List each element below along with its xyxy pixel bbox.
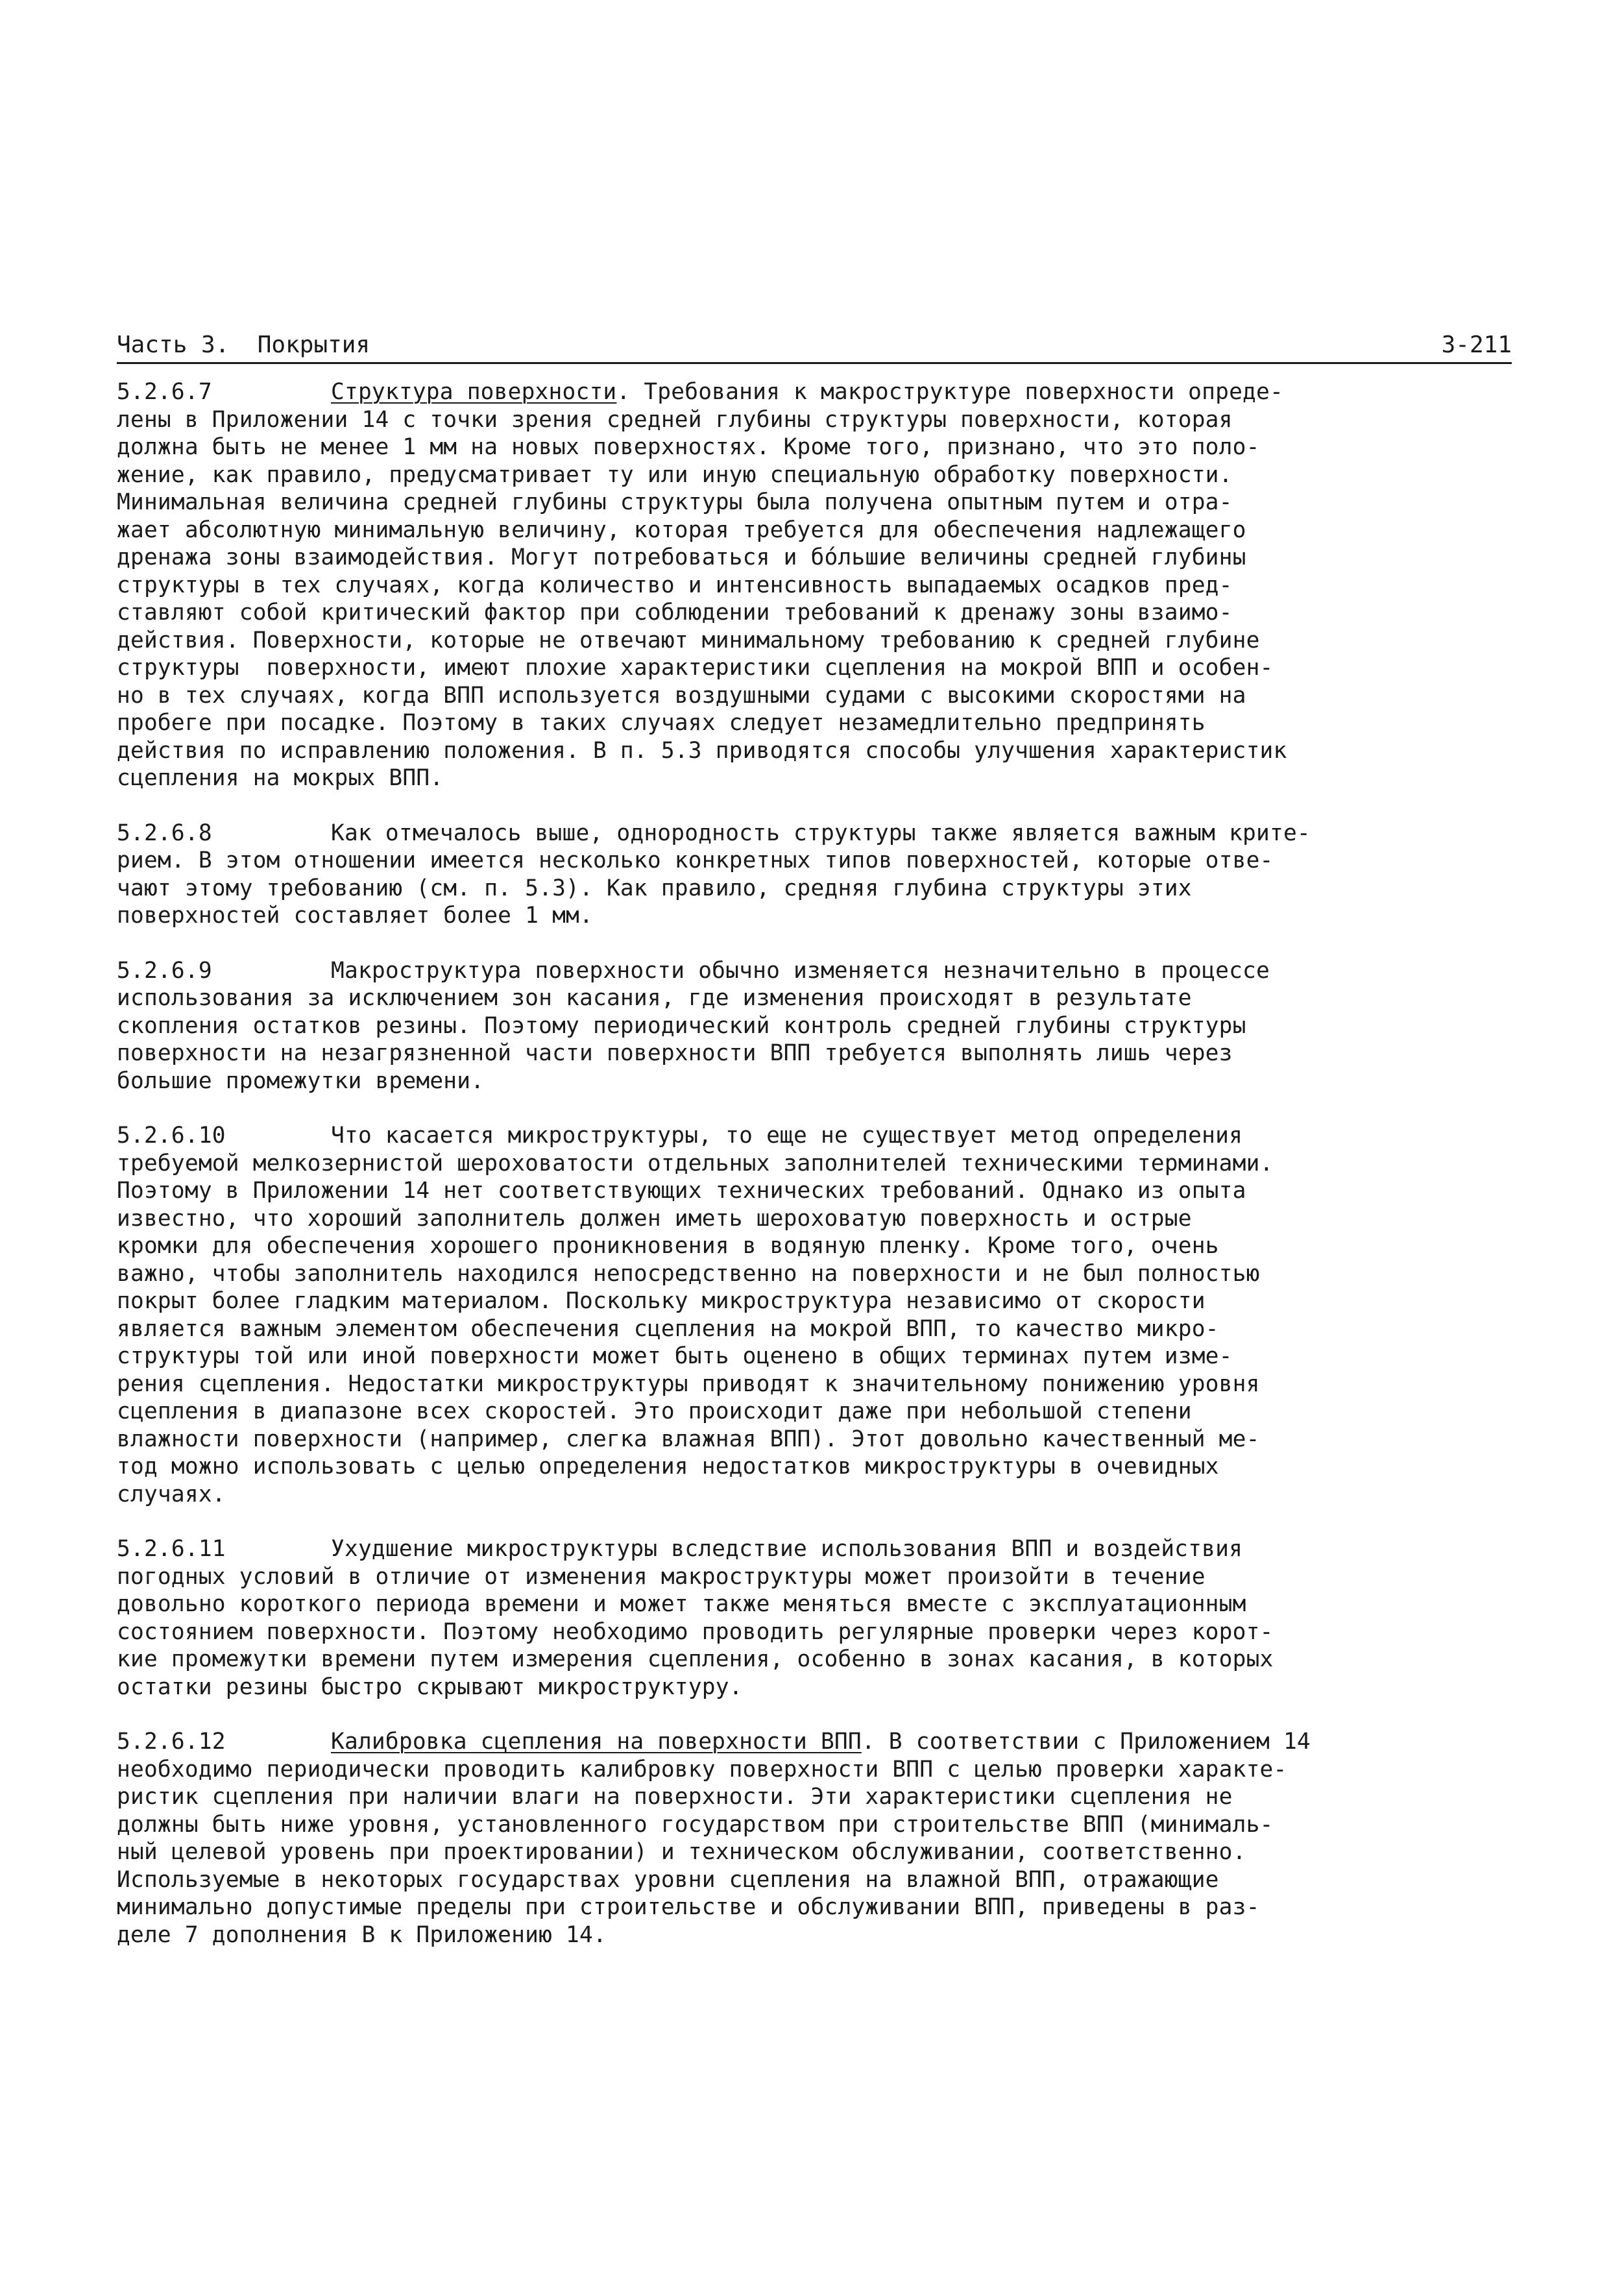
paragraph-first-line: Что касается микроструктуры, то еще не существует метод определения	[331, 1123, 1243, 1149]
header-part-section	[117, 331, 370, 359]
paragraph-first-line: Ухудшение микроструктуры вследствие использования ВПП и воздействия	[331, 1536, 1243, 1562]
paragraph-heading: Структура поверхности	[331, 379, 617, 405]
paragraph-first-line: . В соответствии с Приложением 14	[861, 1729, 1311, 1755]
paragraph-number: 5.2.6.7	[117, 379, 212, 405]
paragraph-first-line: Макроструктура поверхности обычно изменяется незначительно в процессе	[331, 957, 1270, 984]
paragraph-body: рием. В этом отношении имеется несколько конкретных типов поверхностей, которые отве- чают этому требованию (см. п. 5.3). Как правило, средняя глубина структуры этих поверхностей составляет более 1 мм.	[117, 847, 1274, 929]
paragraph-5-2-6-7	[117, 378, 1512, 792]
paragraph-first-line: Как отмечалось выше, однородность структуры также является важным крите-	[331, 820, 1311, 846]
paragraph-first-line: . Требования к макроструктуре поверхности опреде-	[616, 379, 1283, 405]
paragraph-body: использования за исключением зон касания, где изменения происходят в результате скопления остатков резины. Поэтому периодический контроль средней глубины структуры поверхности на незагрязненной части поверхности ВПП требуется выполнять лишь через большие промежутки времени.	[117, 985, 1246, 1094]
page-number: 3-211	[1441, 332, 1512, 358]
paragraph-5-2-6-9	[117, 957, 1512, 1095]
paragraph-body: требуемой мелкозернистой шероховатости отдельных заполнителей техническими терминами. Поэтому в Приложении 14 нет соответствующих технических требований. Однако из опыта известно, что хороший заполнитель должен иметь шероховатую поверхность и острые кромки для обеспечения хорошего проникновения в водяную пленку. Кроме того, очень важно, чтобы заполнитель находился непосредственно на поверхности и не был полностью покрыт более гладким материалом. Поскольку микроструктура независимо от скорости является важным элементом обеспечения сцепления на мокрой ВПП, то качество микро- структуры той или иной поверхности может быть оценено в общих терминах путем изме- рения сцепления. Недостатки микроструктуры приводят к значительному понижению уровня сцепления в диапазоне всех скоростей. Это происходит даже при небольшой степени влажности поверхности (например, слегка влажная ВПП). Этот довольно качественный ме- тод можно использовать с целью определения недостатков микроструктуры в очевидных случаях.	[117, 1150, 1274, 1507]
document-page	[117, 331, 1512, 1976]
paragraph-number: 5.2.6.10	[117, 1123, 226, 1149]
header-part: Часть 3.	[117, 332, 230, 358]
paragraph-heading: Калибровка сцепления на поверхности ВПП	[331, 1729, 862, 1755]
paragraph-body: погодных условий в отличие от изменения макроструктуры может произойти в течение довольно короткого периода времени и может также меняться вместе с эксплуатационным состоянием поверхности. Поэтому необходимо проводить регулярные проверки через корот- кие промежутки времени путем измерения сцепления, особенно в зонах касания, в которых остатки резины быстро скрывают микроструктуру.	[117, 1563, 1274, 1700]
paragraph-5-2-6-12	[117, 1728, 1512, 1949]
paragraph-5-2-6-10	[117, 1122, 1512, 1508]
paragraph-number: 5.2.6.12	[117, 1729, 226, 1755]
paragraph-number: 5.2.6.9	[117, 957, 212, 984]
paragraph-5-2-6-11	[117, 1535, 1512, 1701]
header-section: Покрытия	[257, 332, 370, 358]
paragraph-5-2-6-8	[117, 820, 1512, 930]
paragraph-number: 5.2.6.11	[117, 1536, 226, 1562]
running-header	[117, 331, 1512, 364]
paragraph-body: лены в Приложении 14 с точки зрения средней глубины структуры поверхности, которая должна быть не менее 1 мм на новых поверхностях. Кроме того, признано, что это поло- жение, как правило, предусматривает ту или иную специальную обработку поверхности. Минимальная величина средней глубины структуры была получена опытным путем и отра- жает абсолютную минимальную величину, которая требуется для обеспечения надлежащего дренажа зоны взаимодействия. Могут потребоваться и бóльшие величины средней глубины структуры в тех случаях, когда количество и интенсивность выпадаемых осадков пред- ставляют собой критический фактор при соблюдении требований к дренажу зоны взаимо- действия. Поверхности, которые не отвечают минимальному требованию к средней глубине структуры поверхности, имеют плохие характеристики сцепления на мокрой ВПП и особен- но в тех случаях, когда ВПП используется воздушными судами с высокими скоростями на пробеге при посадке. Поэтому в таких случаях следует незамедлительно предпринять действия по исправлению положения. В п. 5.3 приводятся способы улучшения характеристик сцепления на мокрых ВПП.	[117, 406, 1287, 791]
paragraph-body: необходимо периодически проводить калибровку поверхности ВПП с целью проверки характе- ристик сцепления при наличии влаги на поверхности. Эти характеристики сцепления не должны быть ниже уровня, установленного государством при строительстве ВПП (минималь- ный целевой уровень при проектировании) и техническом обслуживании, соответственно. Используемые в некоторых государствах уровни сцепления на влажной ВПП, отражающие минимально допустимые пределы при строительстве и обслуживании ВПП, приведены в раз- деле 7 дополнения В к Приложению 14.	[117, 1756, 1287, 1948]
paragraph-number: 5.2.6.8	[117, 820, 212, 846]
